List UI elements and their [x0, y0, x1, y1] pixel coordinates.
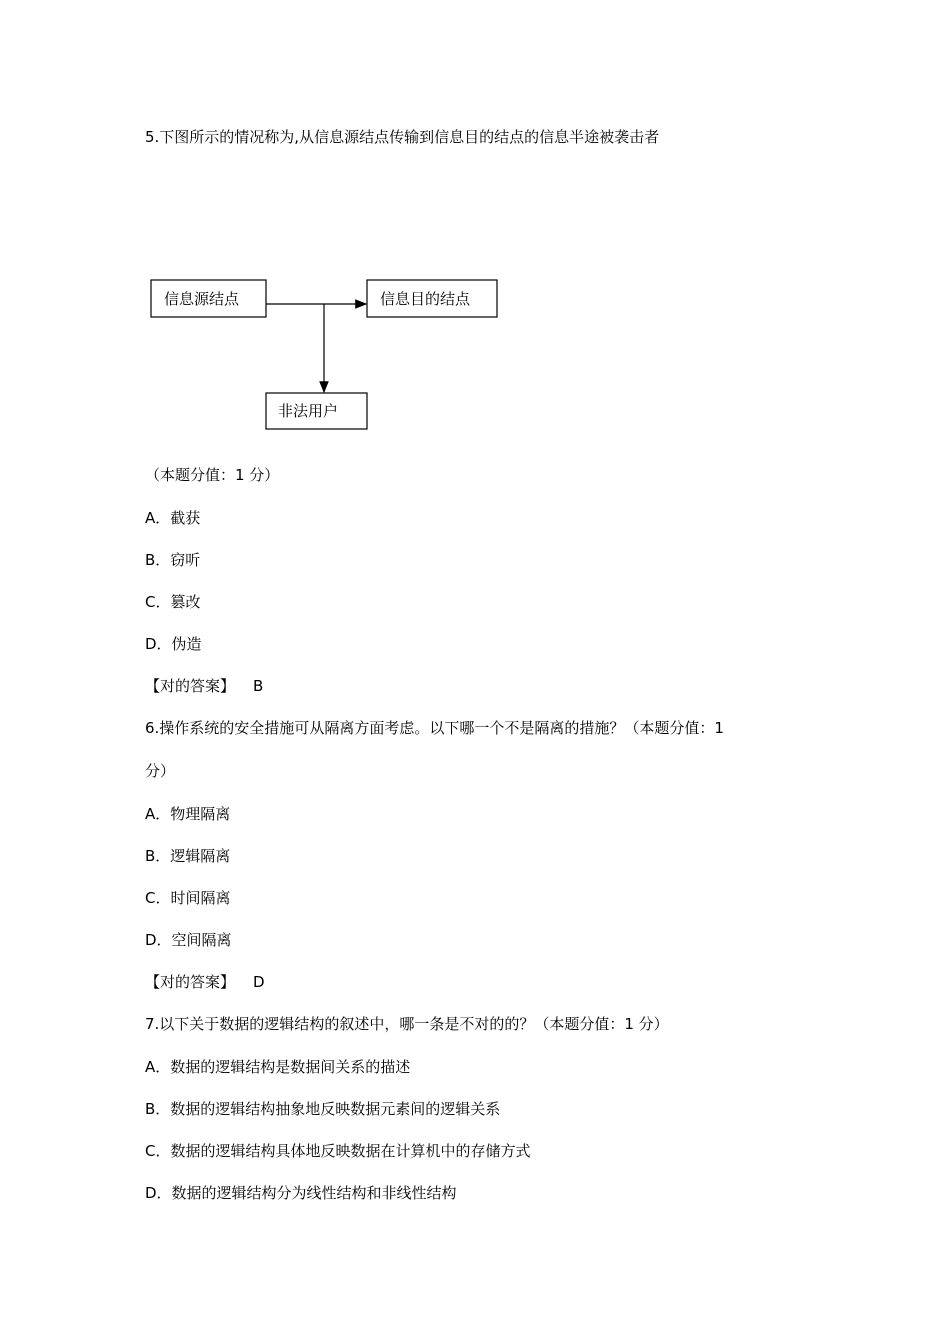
q5-score: （本题分值：1 分） — [145, 466, 280, 484]
q5-option-b: B．窃听 — [145, 551, 201, 569]
q6-answer — [145, 972, 265, 992]
source-node-label: 信息源结点 — [164, 290, 240, 308]
q5-option-d: D．伪造 — [145, 635, 202, 653]
q6-question-line1: 6.操作系统的安全措施可从隔离方面考虑。以下哪一个不是隔离的措施？（本题分值：1 — [145, 719, 724, 737]
q5-question: 5.下图所示的情况称为,从信息源结点传输到信息目的结点的信息半途被袭击者 — [145, 128, 660, 146]
q6-option-b: B．逻辑隔离 — [145, 847, 231, 865]
q7-option-a: A．数据的逻辑结构是数据间关系的描述 — [145, 1058, 411, 1076]
q7-option-d: D．数据的逻辑结构分为线性结构和非线性结构 — [145, 1184, 457, 1202]
interception-diagram — [140, 270, 520, 440]
q5-answer-value: B — [253, 677, 264, 695]
q6-answer-label: 【对的答案】 — [145, 973, 236, 991]
q6-question-line2: 分） — [145, 762, 176, 780]
q6-option-a: A．物理隔离 — [145, 805, 231, 823]
attacker-node-label: 非法用户 — [278, 402, 339, 420]
q5-option-c: C．篡改 — [145, 593, 201, 611]
q6-answer-value: D — [253, 973, 265, 991]
q5-answer-label: 【对的答案】 — [145, 677, 236, 695]
q6-option-c: C．时间隔离 — [145, 889, 231, 907]
q5-option-a: A．截获 — [145, 509, 201, 527]
q5-answer — [145, 676, 263, 696]
dest-node-label: 信息目的结点 — [380, 290, 471, 308]
q7-question: 7.以下关于数据的逻辑结构的叙述中，哪一条是不对的的？（本题分值：1 分） — [145, 1015, 669, 1033]
q7-option-c: C．数据的逻辑结构具体地反映数据在计算机中的存储方式 — [145, 1142, 531, 1160]
q7-option-b: B．数据的逻辑结构抽象地反映数据元素间的逻辑关系 — [145, 1100, 501, 1118]
q6-option-d: D．空间隔离 — [145, 931, 232, 949]
